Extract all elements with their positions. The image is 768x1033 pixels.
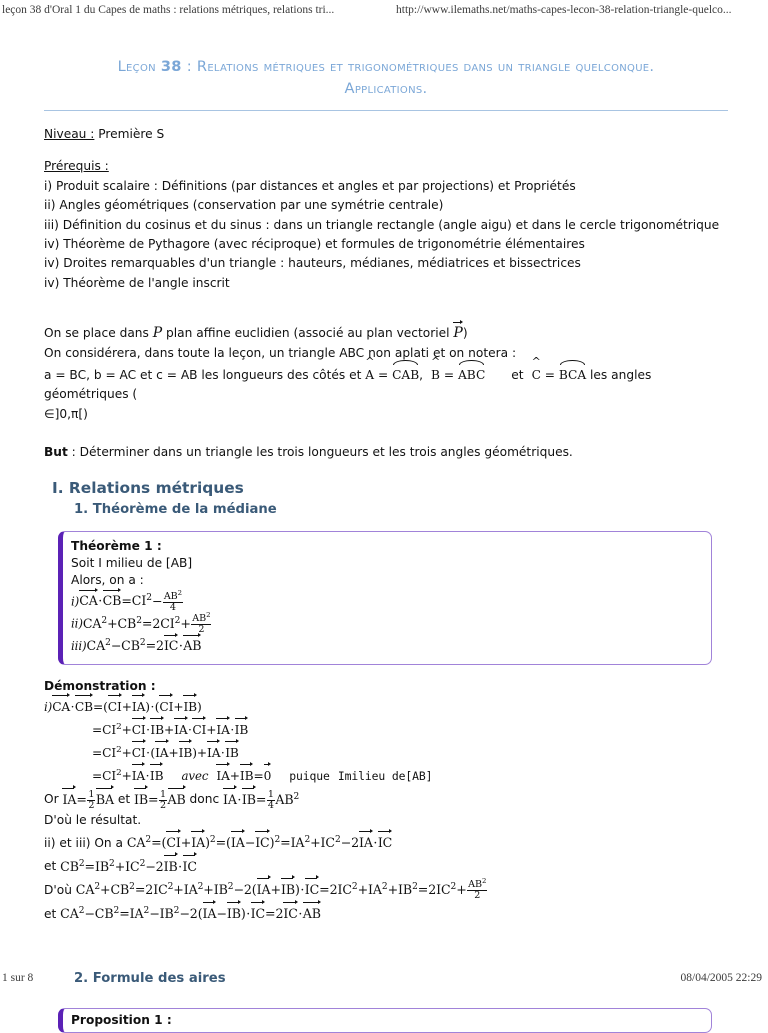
but-line bbox=[44, 443, 728, 462]
title-number: 38 bbox=[160, 58, 182, 75]
demo-line-i-1: i)CA·CB=(CI+IA)·(CI+IB) bbox=[44, 696, 728, 717]
but-label: But bbox=[44, 445, 68, 460]
theorem-formula-ii: $ii)CA^2+CB^2=2CI^2+$ $\frac{AB^2}{2}$ bbox=[71, 611, 211, 636]
demo-line-result: D'où le résultat. bbox=[44, 812, 142, 827]
prerequis-item: ii) Angles géométriques (conservation par une symétrie centrale) bbox=[44, 198, 444, 213]
angle-A: ^ A bbox=[365, 364, 374, 385]
demo-line-ii-iii: ii) et iii) On a $CA^2=(CI+IA)^2=(IA-IC)^2=IA^2+IC^2-2IA\cdot IC$ bbox=[44, 830, 728, 853]
prerequis-item: i) Produit scalaire : Définitions (par distances et angles et par projections) et Propriétés bbox=[44, 178, 576, 193]
prerequis-label: Prérequis : bbox=[44, 159, 109, 174]
demo-line-sum: D'où $CA^2+CB^2=2IC^2+IA^2+IB^2-2(IA+IB)\cdot IC=2IC^2+IA^2+IB^2=2IC^2+$ $\frac{AB^2}{2}$ bbox=[44, 877, 487, 902]
demo-line-cb2: et $CB^2=IB^2+IC^2-2IB\cdot IC$ bbox=[44, 853, 728, 876]
plane-vector-symbol: P bbox=[453, 323, 462, 343]
theorem-formula-i: $i)CA\cdot CB=CI^2-$ $\frac{AB^2}{4}$ bbox=[71, 588, 182, 613]
theorem-formula-iii: $iii)CA^2-CB^2=2IC\cdot AB$ bbox=[71, 638, 202, 654]
print-footer-timestamp: 08/04/2005 22:29 bbox=[680, 972, 762, 984]
browser-print-header bbox=[0, 4, 768, 20]
subsection-heading-1-2: 2. Formule des aires bbox=[74, 971, 226, 986]
demo-line-or: Or IA= $\frac{1}{2}$ BA et IB= $\frac{1}{2}$ AB donc IA·IB= $\frac{1}{4}$ $AB^2$ bbox=[44, 789, 300, 811]
subsection-heading-1-1: 1. Théorème de la médiane bbox=[74, 501, 277, 517]
prerequis-item: iv) Théorème de l'angle inscrit bbox=[44, 275, 230, 290]
angle-B: ^ B bbox=[431, 364, 440, 385]
theorem-line: Soit I milieu de [AB] bbox=[71, 555, 193, 570]
section-heading-1: I. Relations métriques bbox=[52, 478, 244, 497]
title-colon: : bbox=[181, 58, 197, 75]
prerequis-item: iv) Théorème de Pythagore (avec réciproque) et formules de trigonométrie élémentaires bbox=[44, 237, 585, 252]
print-footer-page-number: 1 sur 8 bbox=[2, 972, 34, 984]
theorem-line: Alors, on a : bbox=[71, 573, 144, 588]
intro-line-1: On se place dans P plan affine euclidien (associé au plan vectoriel P) bbox=[44, 323, 728, 343]
niveau-line bbox=[44, 125, 728, 144]
demo-line-i-4: $=CI^2+IA\cdot IB$ avec IA+IB=0 puique Imilieu de[AB] bbox=[44, 763, 728, 786]
theorem-title: Théorème 1 : bbox=[71, 538, 162, 553]
intro-line-3: a = BC, b = AC et c = AB les longueurs des côtés et ^ A = CAB, ^ B = ABC et ^ C = BCA les angles géométriques ( bbox=[44, 363, 728, 405]
plane-symbol: P bbox=[152, 325, 163, 342]
but-text: : Déterminer dans un triangle les trois longueurs et les trois angles géométriques. bbox=[67, 445, 573, 460]
prerequis-item: iv) Droites remarquables d'un triangle : hauteurs, médianes, médiatrices et bissectrices bbox=[44, 256, 581, 271]
title-line1: Relations métriques et trigonométriques dans un triangle quelconque. bbox=[196, 58, 655, 75]
demo-line-diff: et $CA^2-CB^2=IA^2-IB^2-2(IA-IB)\cdot IC=2IC\cdot AB$ bbox=[44, 901, 728, 924]
niveau-value: Première S bbox=[94, 127, 165, 141]
print-header-page-title: leçon 38 d'Oral 1 du Capes de maths : relations métriques, relations tri... bbox=[2, 4, 335, 16]
intro-line-2: On considérera, dans toute la leçon, un triangle ABC non aplati et on notera : bbox=[44, 345, 517, 360]
proposition-box-1 bbox=[58, 1008, 712, 1033]
angle-BCA: BCA bbox=[559, 363, 586, 385]
prerequis-item: iii) Définition du cosinus et du sinus : dans un triangle rectangle (angle aigu) et dans le cercle trigonométrique bbox=[44, 217, 720, 232]
title-lead: Leçon bbox=[117, 58, 161, 75]
angle-ABC: ABC bbox=[458, 363, 485, 385]
theorem-box-1 bbox=[58, 531, 712, 665]
angle-CAB: CAB bbox=[392, 363, 419, 385]
angle-C: ^ C bbox=[532, 364, 541, 385]
niveau-label: Niveau : bbox=[44, 127, 95, 141]
intro-line-4: ∈]0,π[) bbox=[44, 406, 88, 421]
page-title bbox=[44, 46, 728, 100]
browser-print-footer bbox=[0, 972, 768, 988]
demonstration-label: Démonstration : bbox=[44, 678, 156, 693]
demo-line-i-2: $=CI^2+CI\cdot IB+IA\cdot CI+IA\cdot IB$ bbox=[44, 717, 728, 740]
proposition-title: Proposition 1 : bbox=[71, 1013, 172, 1027]
title-line2: Applications. bbox=[344, 80, 428, 97]
print-header-url: http://www.ilemaths.net/maths-capes-lecon-38-relation-triangle-quelco... bbox=[396, 4, 732, 16]
document-page bbox=[44, 46, 728, 1033]
demo-line-i-3: $=CI^2+CI\cdot(IA+IB)+IA\cdot IB$ bbox=[44, 740, 728, 763]
